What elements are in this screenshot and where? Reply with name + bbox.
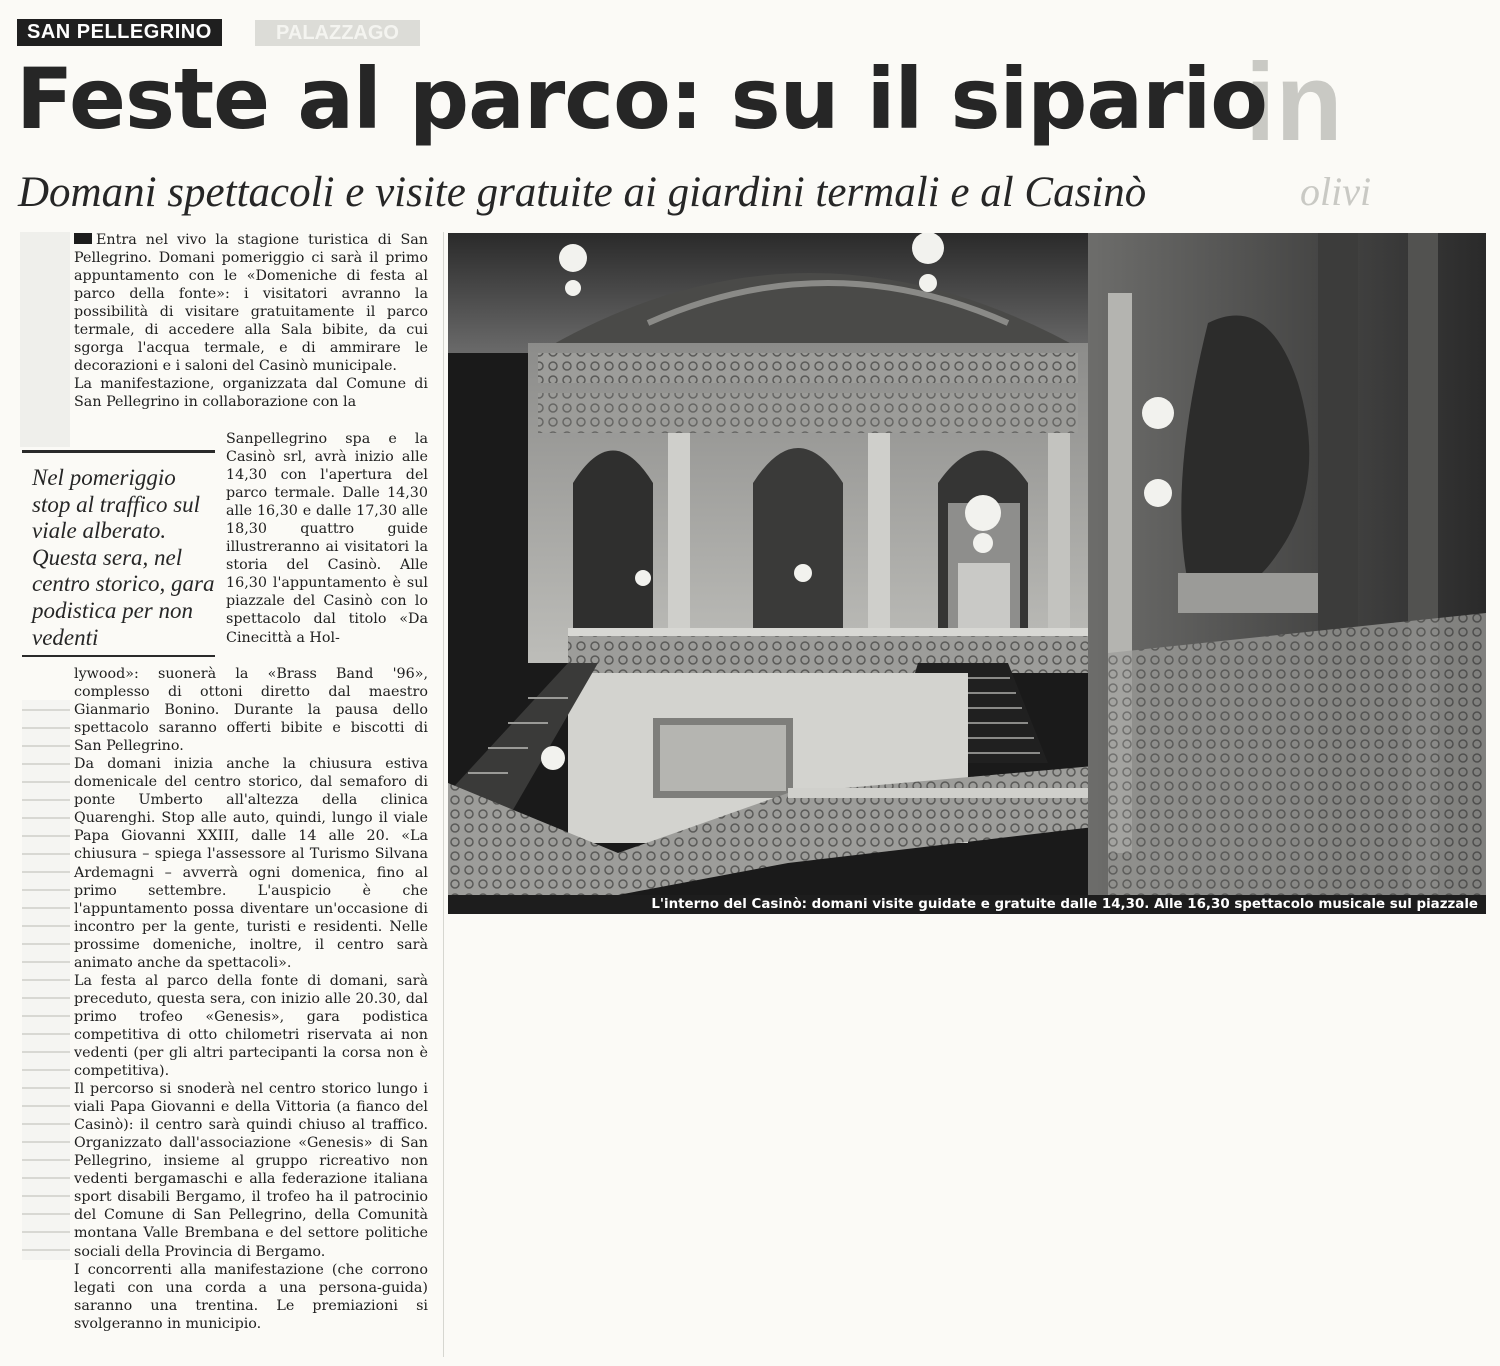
article-paragraph: La manifestazione, organizzata dal Comune di San Pellegrino in collaborazione con la xyxy=(74,376,428,411)
article-paragraph: I concorrenti alla manifestazione (che corrono legati con una corda a una persona-guida) saranno una trentina. Le premiazioni si svolgeranno in municipio. xyxy=(74,1261,428,1332)
pull-quote-text: Nel pomeriggio stop al traffico sul viale alberato. Questa sera, nel centro storico, gara podistica per non vedenti xyxy=(32,465,215,650)
article-paragraph: lywood»: suonerà la «Brass Band '96», complesso di ottoni diretto dal maestro Gianmario Bonino. Durante la pausa dello spettacolo saranno offerti bibite e biscotti di San Pellegrino. xyxy=(74,666,428,755)
casino-hall-illustration xyxy=(448,233,1486,895)
ghost-column-text xyxy=(22,700,70,1260)
headline: Feste al parco: su il sipario xyxy=(16,50,1268,148)
ghost-section-tag: PALAZZAGO xyxy=(255,20,420,46)
article-paragraph: Il percorso si snoderà nel centro storico lungo i viali Papa Giovanni e della Vittoria (a fianco del Casinò): il centro sarà quindi chiuso al traffico. Organizzato dall'associazione «Genesis» di San Pellegrino, insieme al gruppo ricreativo non vedenti bergamaschi e alla federazione italiana sport disabili Bergamo, il trofeo ha il patrocinio del Comune di San Pellegrino, della Comunità montana Valle Brembana e del settore politiche sociali della Provincia di Bergamo. xyxy=(74,1081,428,1260)
photo-caption: L'interno del Casinò: domani visite guidate e gratuite dalle 14,30. Alle 16,30 spettacolo musicale sul piazzale xyxy=(651,897,1478,912)
column-rule xyxy=(443,232,444,1357)
article-paragraph: Sanpellegrino spa e la Casinò srl, avrà inizio alle 14,30 con l'apertura del parco termale. Dalle 14,30 alle 16,30 e dalle 17,30 alle 18,30 quattro guide illustreranno ai visitatori la storia del Casinò. Alle 16,30 l'appuntamento è sul piazzale del Casinò con lo spettacolo dal titolo «Da Cinecittà a Hol- xyxy=(226,431,428,646)
photo-caption-bar xyxy=(448,895,1486,914)
article-body-top xyxy=(74,231,428,411)
subtitle: Domani spettacoli e visite gratuite ai giardini termali e al Casinò xyxy=(18,169,1147,216)
article-paragraph: La festa al parco della fonte di domani, sarà preceduto, questa sera, con inizio alle 20.30, dal primo trofeo «Genesis», gara podistica competitiva di otto chilometri riservata ai non vedenti (per gli altri partecipanti la corsa non è competitiva). xyxy=(74,972,428,1080)
article-paragraph: Da domani inizia anche la chiusura estiva domenicale del centro storico, dal semaforo di ponte Umberto all'altezza della clinica Quarenghi. Stop alle auto, quindi, lungo il viale Papa Giovanni XXIII, dalle 14 alle 20. «La chiusura – spiega l'assessore al Turismo Silvana Ardemagni – avverrà ogni domenica, fino al primo settembre. L'auspicio è che l'appuntamento possa diventare un'occasione di incontro per la gente, turisti e residenti. Nelle prossime domeniche, inoltre, il centro sarà animato anche da spettacoli». xyxy=(74,756,428,971)
ghost-subtitle-fragment: olivi xyxy=(1300,169,1372,214)
casino-interior-photo xyxy=(448,233,1486,895)
article-paragraph: Entra nel vivo la stagione turistica di San Pellegrino. Domani pomeriggio ci sarà il primo appuntamento con le «Domeniche di festa al parco della fonte»: i visitatori avranno la possibilità di visitare gratuitamente il parco termale, di accedere alla Sala bibite, da cui sgorga l'acqua termale, e di ammirare le decorazioni e i saloni del Casinò municipale. xyxy=(74,232,428,375)
article-body-middle xyxy=(226,430,428,647)
section-tag: SAN PELLEGRINO xyxy=(17,19,222,46)
ghost-headline-fragment: in xyxy=(1245,41,1343,164)
pull-quote xyxy=(22,450,215,657)
article-body-bottom xyxy=(74,665,428,1333)
lead-square-icon xyxy=(74,233,92,244)
ghost-photo-wash xyxy=(20,232,70,447)
